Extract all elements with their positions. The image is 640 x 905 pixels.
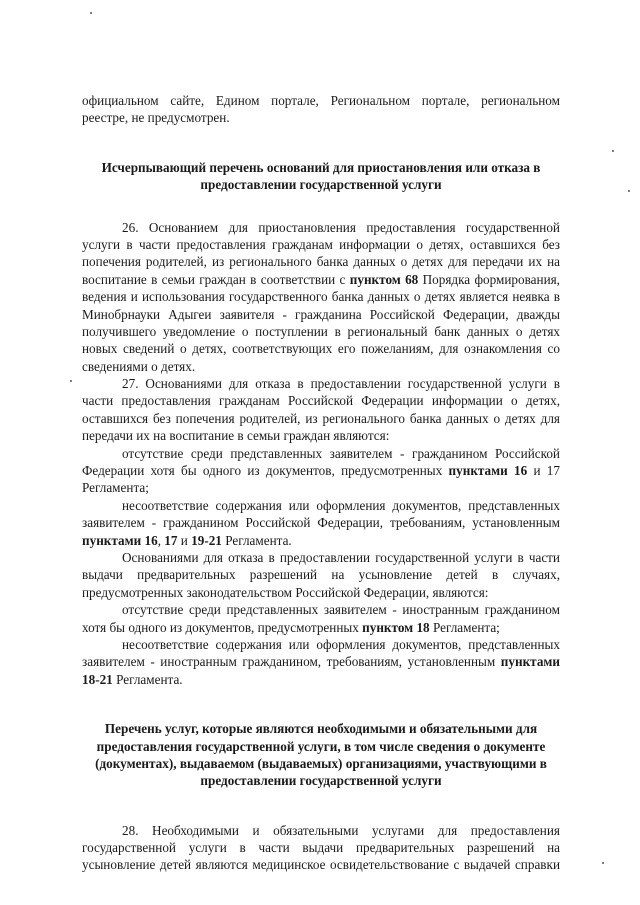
- paragraph-adoption-item-a: [82, 601, 560, 636]
- text-line: официальном сайте, Едином портале, Региональном портале, региональном: [82, 93, 560, 108]
- paragraph-27-item-a: [82, 445, 560, 497]
- text-line: [82, 462, 560, 479]
- text-run-bold: 17: [164, 532, 178, 548]
- heading-line: (документах), выдаваемом (выдаваемых) организациями, участвующими в: [95, 755, 547, 771]
- text-line: Основаниями для отказа в предоставлении государственной услуги в части: [122, 549, 560, 565]
- heading-line: предоставлении государственной услуги: [200, 773, 442, 789]
- text-line: ведения и использования государственного банка данных о детях является неявка в: [82, 289, 560, 305]
- text-line: выдачи предварительных разрешений на усыновление детей в случаях,: [82, 567, 560, 583]
- text-run-bold: пунктом 18: [362, 619, 430, 635]
- text-run-bold: 18-21: [82, 671, 113, 687]
- text-run: ,: [157, 532, 165, 548]
- text-line: [82, 271, 560, 288]
- paragraph-27: [82, 375, 560, 445]
- heading-line: предоставлении государственной услуги: [200, 177, 442, 193]
- section-heading-grounds: [82, 159, 560, 194]
- text-line: отсутствие среди представленных заявителем - гражданином Российской: [122, 445, 560, 461]
- text-run-bold: пунктом 68: [349, 271, 419, 287]
- text-line: [82, 532, 560, 549]
- text-line: части предоставления гражданам Российской Федерации информации о детях,: [82, 393, 560, 409]
- text-line: несоответствие содержания или оформления документов, представленных: [122, 497, 560, 513]
- text-line: усыновление детей являются медицинское освидетельствование с выдачей справки: [82, 857, 560, 873]
- text-run-bold: пунктами 16: [448, 463, 528, 479]
- scan-speck: [628, 190, 630, 192]
- paragraph-26: [82, 219, 560, 376]
- document-page: [82, 92, 560, 874]
- text-run-bold: пунктами 16: [82, 532, 158, 548]
- text-line: Регламента;: [82, 480, 149, 496]
- text-run: хотя бы одного из документов, предусмотренных: [82, 619, 363, 635]
- text-line: государственной услуги в части выдачи предварительных разрешений на: [82, 840, 560, 856]
- scan-speck: [70, 380, 72, 382]
- text-run: Регламента.: [112, 671, 183, 687]
- section-heading-required-services: [82, 720, 560, 790]
- scan-speck: [90, 12, 92, 14]
- text-line: [82, 671, 560, 688]
- text-line: 26. Основанием для приостановления предоставления государственной: [122, 219, 560, 235]
- paragraph-27-item-b: [82, 497, 560, 549]
- text-line: реестре, не предусмотрен.: [82, 110, 230, 126]
- heading-line: предоставления государственной услуги, в том числе сведения о документе: [96, 738, 546, 754]
- text-run: заявителем - иностранным гражданином, требованиям, установленным: [82, 654, 501, 670]
- text-run: Порядка формирования,: [418, 271, 560, 287]
- paragraph-adoption-item-b: [82, 636, 560, 688]
- heading-line: Исчерпывающий перечень оснований для приостановления или отказа в: [101, 159, 541, 175]
- text-line: 28. Необходимыми и обязательными услугами для предоставления: [122, 822, 560, 838]
- text-run-bold: пунктами: [500, 654, 560, 670]
- text-run-bold: 19-21: [191, 532, 222, 548]
- text-line: [82, 653, 560, 670]
- text-line: услуги в части предоставления гражданам информации о детях, оставшихся без: [82, 236, 560, 252]
- paragraph-adoption: [82, 549, 560, 601]
- text-line: Минобрнауки Адыгеи заявителя - гражданина Российской Федерации, дважды: [82, 306, 560, 322]
- text-line: отсутствие среди представленных заявителем - иностранным гражданином: [122, 602, 560, 618]
- intro-paragraph: [82, 92, 560, 127]
- text-line: 27. Основаниями для отказа в предоставлении государственной услуги в: [122, 376, 560, 392]
- heading-line: Перечень услуг, которые являются необходимыми и обязательными для: [104, 721, 538, 737]
- text-line: передачи их на воспитание в семьи граждан являются:: [82, 428, 390, 444]
- text-line: сведениями о детях.: [82, 358, 196, 374]
- scan-speck: [612, 150, 614, 152]
- text-run: и 17: [527, 463, 560, 479]
- text-run: Федерации хотя бы одного из документов, предусмотренных: [82, 463, 449, 479]
- text-line: получившего уведомление о поступлении в региональный банк данных о детях: [82, 323, 560, 339]
- text-line: новых сведений о детях, соответствующих его пожеланиям, для ознакомления со: [82, 341, 560, 357]
- text-run: Регламента.: [221, 532, 292, 548]
- scan-speck: [602, 862, 604, 864]
- text-line: заявителем - гражданином Российской Федерации, требованиям, установленным: [82, 515, 560, 531]
- text-run: Регламента;: [429, 619, 500, 635]
- text-run: и: [177, 532, 192, 548]
- text-run: воспитание в семьи граждан в соответствии с: [82, 271, 350, 287]
- text-line: несоответствие содержания или оформления документов, представленных: [122, 636, 560, 652]
- text-line: оставшихся без попечения родителей, из регионального банка данных о детях для: [82, 410, 560, 426]
- text-line: [82, 619, 560, 636]
- paragraph-28: [82, 822, 560, 874]
- text-line: предусмотренных законодательством Российской Федерации, являются:: [82, 584, 489, 600]
- text-line: попечения родителей, из регионального банка данных о детях для передачи их на: [82, 254, 560, 270]
